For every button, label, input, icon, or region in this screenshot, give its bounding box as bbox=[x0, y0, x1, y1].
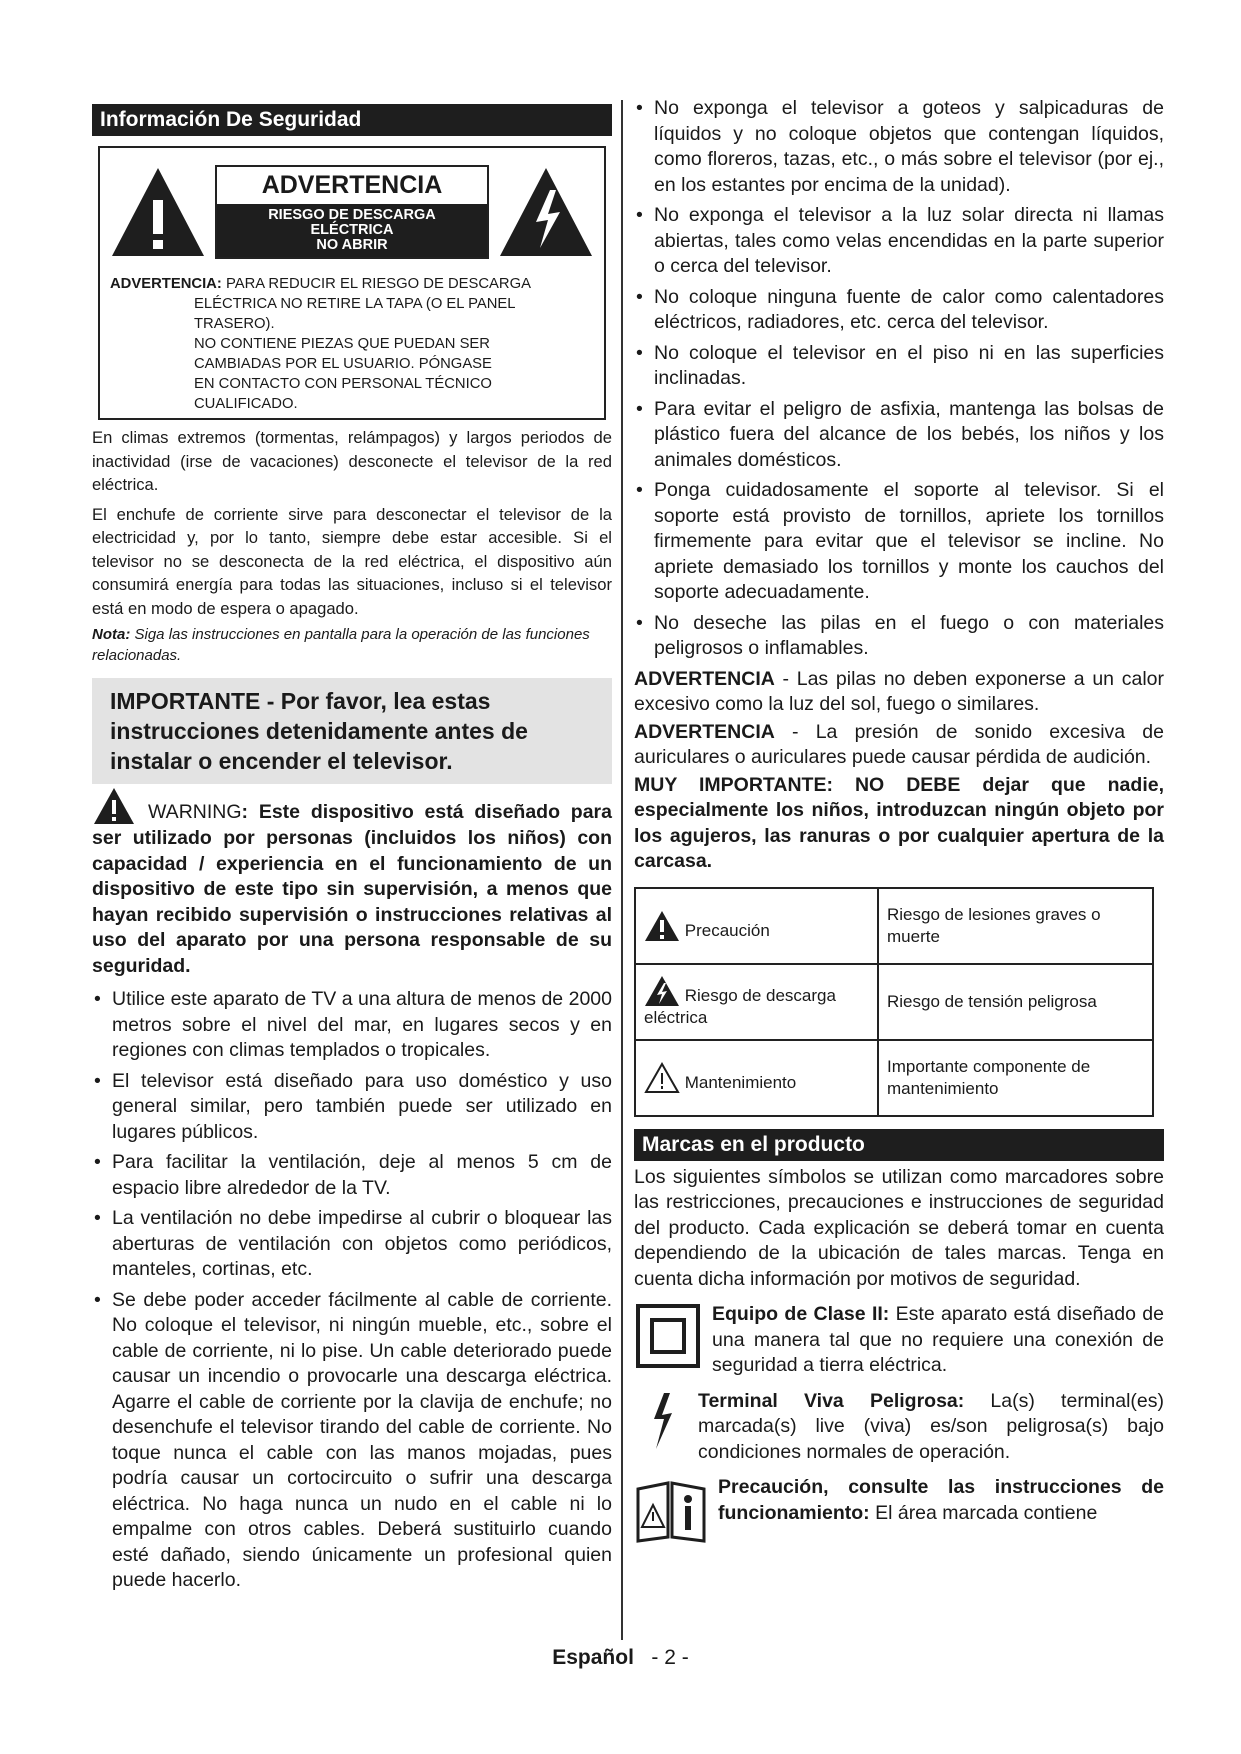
list-item: • Se debe poder acceder fácilmente al cable de corriente. No coloque el televisor, ni ningún mueble, etc., sobre el cable de corriente, ni lo pise. Un cable deteriorado puede causar un incendio o provocarle una descarga eléctrica. Agarre el cable de corriente por la clavija de enchufe; no desenchufe el televisor tirando del cable de corriente. No toque nunca el cable con las manos mojadas, pues podría causar un cortocircuito o sufrir una descarga eléctrica. No haga nunca un nudo en el cable ni lo empalme con otros cables. Deberá sustituirlo cuando esté dañado, siendo únicamente un profesional quien puede hacerlo. bbox=[92, 1288, 612, 1594]
warning-line: CAMBIADAS POR EL USUARIO. PÓNGASE bbox=[194, 356, 492, 372]
list-item: • Ponga cuidadosamente el soporte al televisor. Si el soporte está provisto de tornillos, apriete los tornillos firmemente para evitar que el televisor se incline. No apriete demasiado los tornillos y monte los cauchos del soporte adecuadamente. bbox=[634, 478, 1164, 606]
class2-label: Equipo de Clase II: bbox=[712, 1303, 890, 1325]
advertencia-batteries bbox=[634, 667, 1164, 718]
section-title-safety: Información De Seguridad bbox=[92, 104, 612, 136]
note-text: Siga las instrucciones en pantalla para la operación de las funciones relacionadas. bbox=[92, 626, 590, 664]
list-item: • La ventilación no debe impedirse al cubrir o bloquear las aberturas de ventilación con objetos como periódicos, manteles, cortinas, etc. bbox=[92, 1206, 612, 1283]
page-number: - 2 - bbox=[651, 1646, 689, 1669]
lightning-bolt-icon bbox=[634, 1389, 690, 1453]
list-item: • Para facilitar la ventilación, deje al menos 5 cm de espacio libre alrededor de la TV. bbox=[92, 1150, 612, 1201]
table-row bbox=[635, 964, 1153, 1040]
list-item: • Para evitar el peligro de asfixia, mantenga las bolsas de plástico fuera del alcance de los bebés, los niños y los animales domésticos. bbox=[634, 397, 1164, 474]
subtitle-line: ELÉCTRICA bbox=[310, 222, 394, 238]
class2-desc: Este aparato está diseñado de una manera tal que no requiere una conexión de seguridad a tierra eléctrica. bbox=[712, 1303, 1164, 1376]
warning-word: WARNING bbox=[148, 801, 242, 823]
warning-line: CUALIFICADO. bbox=[194, 396, 298, 412]
shock-triangle-icon bbox=[644, 975, 680, 1007]
caution-triangle-icon bbox=[644, 910, 680, 942]
note bbox=[92, 624, 612, 666]
caution-text bbox=[718, 1475, 1164, 1526]
manual-book-icon bbox=[634, 1475, 708, 1543]
warning-text: : Este dispositivo está diseñado para ser utilizado por personas (incluidos los niños) con capacidad / experiencia en el funcionamiento de un dispositivo de este tipo sin supervisión, a menos que hayan recibido supervisión o instrucciones relativas al uso del aparato por una persona responsable de su seguridad. bbox=[92, 801, 612, 977]
warning-box bbox=[98, 146, 606, 420]
table-cell bbox=[635, 964, 878, 1040]
list-item: • No exponga el televisor a goteos y salpicaduras de líquidos y no coloque objetos que contengan líquidos, como floreros, tazas, etc., o más sobre el televisor (por ej., en los estantes por encima de la unidad). bbox=[634, 96, 1164, 198]
table-cell-label: Precaución bbox=[684, 920, 770, 940]
caution-mark bbox=[634, 1475, 1164, 1543]
section-title-marks: Marcas en el producto bbox=[634, 1129, 1164, 1161]
table-cell-label: Mantenimiento bbox=[684, 1072, 797, 1092]
warning-triangle-icon bbox=[92, 786, 136, 826]
column-divider bbox=[621, 100, 623, 1640]
caution-label: Precaución, consulte las instrucciones de funcionamiento: bbox=[718, 1476, 1164, 1524]
caution-desc: El área marcada contiene bbox=[869, 1501, 1098, 1524]
warning-box-top bbox=[110, 156, 594, 268]
list-item: • El televisor está diseñado para uso doméstico y uso general similar, pero también puede ser utilizado en lugares públicos. bbox=[92, 1069, 612, 1146]
advertencia-label-box bbox=[215, 165, 489, 259]
table-row bbox=[635, 1040, 1153, 1116]
footer-language: Español bbox=[552, 1646, 634, 1669]
advertencia-sound bbox=[634, 720, 1164, 771]
lightning-triangle-icon bbox=[498, 164, 594, 260]
note-label: Nota: bbox=[92, 626, 131, 643]
live-terminal-desc: La(s) terminal(es) marcada(s) live (viva) es/son peligrosa(s) bajo condiciones normales de operación. bbox=[698, 1389, 1164, 1463]
paragraph-climate: En climas extremos (tormentas, relámpagos) y largos periodos de inactividad (irse de vacaciones) desconecte el televisor de la red eléctrica. bbox=[92, 428, 612, 494]
maintenance-triangle-icon bbox=[644, 1062, 680, 1094]
class2-text bbox=[712, 1302, 1164, 1379]
left-bullet-list bbox=[92, 987, 612, 1594]
exclamation-triangle-icon bbox=[110, 164, 206, 260]
warning-label: ADVERTENCIA: bbox=[110, 276, 222, 292]
right-column bbox=[634, 96, 1164, 1543]
table-row bbox=[635, 888, 1153, 964]
live-terminal-label: Terminal Viva Peligrosa: bbox=[698, 1389, 965, 1412]
table-cell bbox=[635, 1040, 878, 1116]
important-box: IMPORTANTE - Por favor, lea estas instrucciones detenidamente antes de instalar o encender el televisor. bbox=[92, 678, 612, 784]
warning-line: EN CONTACTO CON PERSONAL TÉCNICO bbox=[194, 376, 492, 392]
list-item: • No coloque el televisor en el piso ni en las superficies inclinadas. bbox=[634, 341, 1164, 392]
advertencia-subtitle bbox=[217, 204, 487, 257]
table-cell: Riesgo de tensión peligrosa bbox=[878, 964, 1153, 1040]
page-footer bbox=[0, 1646, 1241, 1670]
live-terminal-mark bbox=[634, 1389, 1164, 1466]
advertencia-label: ADVERTENCIA bbox=[634, 720, 775, 743]
subtitle-line: NO ABRIR bbox=[316, 237, 388, 253]
left-column bbox=[92, 104, 612, 1599]
list-item: • Utilice este aparato de TV a una altura de menos de 2000 metros sobre el nivel del mar, en lugares secos y en regiones con climas templados o tropicales. bbox=[92, 987, 612, 1064]
list-item: • No deseche las pilas en el fuego o con materiales peligrosos o inflamables. bbox=[634, 611, 1164, 662]
table-cell: Importante componente de mantenimiento bbox=[878, 1040, 1153, 1116]
advertencia-label: ADVERTENCIA bbox=[634, 667, 775, 690]
class2-mark bbox=[634, 1302, 1164, 1379]
table-cell: Riesgo de lesiones graves o muerte bbox=[878, 888, 1153, 964]
muy-importante: MUY IMPORTANTE: NO DEBE dejar que nadie, especialmente los niños, introduzcan ningún objeto por los agujeros, las ranuras o por cualquier apertura de la carcasa. bbox=[634, 773, 1164, 872]
marks-intro: Los siguientes símbolos se utilizan como marcadores sobre las restricciones, precauciones e instrucciones de seguridad del producto. Cada explicación se deberá tomar en cuenta dependiendo de la ubicación de tales marcas. Tenga en cuenta dicha información por motivos de seguridad. bbox=[634, 1165, 1164, 1290]
advertencia-text: - Las pilas no deben exponerse a un calor excesivo como la luz del sol, fuego o similares. bbox=[634, 667, 1164, 715]
live-terminal-text bbox=[698, 1389, 1164, 1466]
symbol-table bbox=[634, 887, 1154, 1117]
table-cell bbox=[635, 888, 878, 964]
warning-line: NO CONTIENE PIEZAS QUE PUEDAN SER bbox=[194, 336, 490, 352]
list-item: • No coloque ninguna fuente de calor como calentadores eléctricos, radiadores, etc. cerca del televisor. bbox=[634, 285, 1164, 336]
warning-box-text bbox=[110, 274, 594, 414]
warning-paragraph bbox=[92, 786, 612, 979]
warning-line: PARA REDUCIR EL RIESGO DE DESCARGA bbox=[225, 276, 531, 292]
paragraph-plug: El enchufe de corriente sirve para desconectar el televisor de la electricidad y, por lo tanto, siempre debe estar accesible. Si el televisor no se desconecta de la red eléctrica, el dispositivo aún consumirá energía para todas las situaciones, incluso si el televisor está en modo de espera o apagado. bbox=[92, 504, 612, 618]
table-cell-label: Riesgo de descarga eléctrica bbox=[644, 985, 836, 1027]
right-bullet-list bbox=[634, 96, 1164, 662]
list-item: • No exponga el televisor a la luz solar directa ni llamas abiertas, tales como velas encendidas en la parte superior o cerca del televisor. bbox=[634, 203, 1164, 280]
warning-line: TRASERO). bbox=[194, 316, 275, 332]
advertencia-title: ADVERTENCIA bbox=[261, 171, 443, 199]
subtitle-line: RIESGO DE DESCARGA bbox=[268, 207, 436, 223]
class-ii-icon bbox=[634, 1302, 702, 1370]
advertencia-text: - La presión de sonido excesiva de auriculares o auriculares puede causar pérdida de audición. bbox=[634, 720, 1164, 768]
warning-line: ELÉCTRICA NO RETIRE LA TAPA (O EL PANEL bbox=[194, 296, 516, 312]
